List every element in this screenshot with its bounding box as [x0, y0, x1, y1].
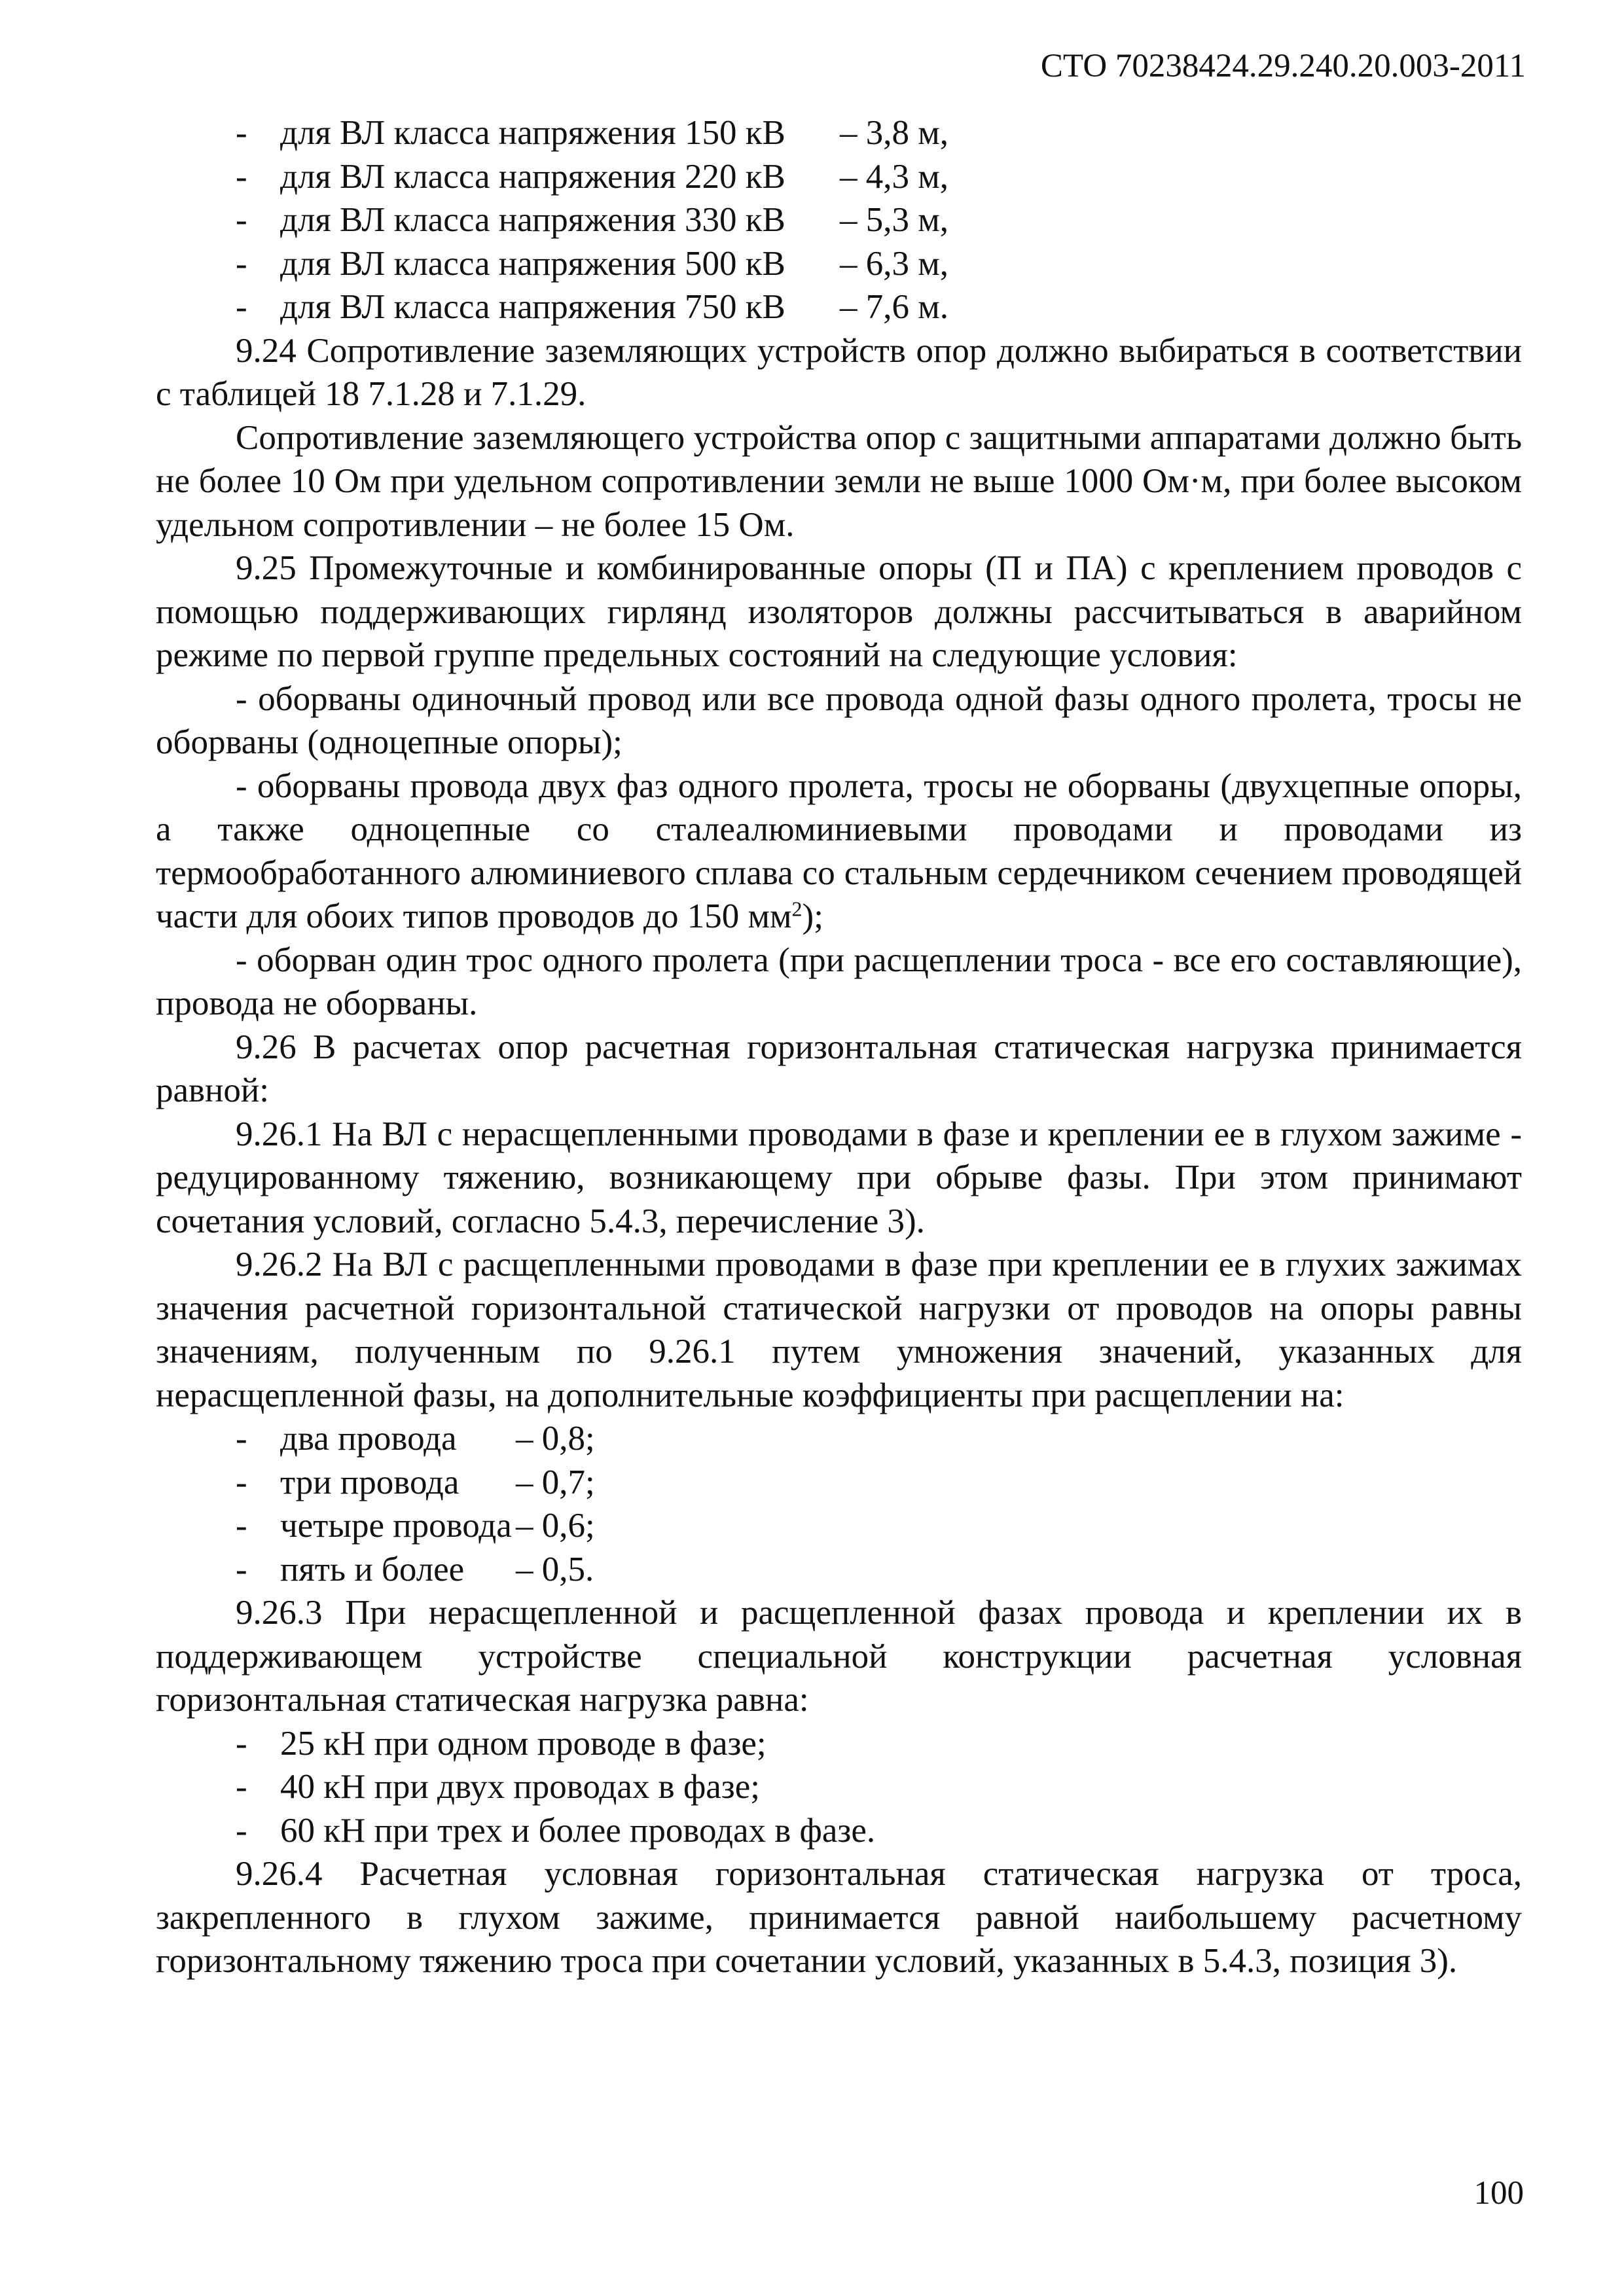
- superscript: 2: [791, 897, 803, 921]
- split-value: – 0,5.: [516, 1550, 594, 1588]
- voltage-value: – 3,8 м,: [840, 114, 949, 152]
- split-label: пять и более: [280, 1550, 465, 1588]
- document-code-header: СТО 70238424.29.240.20.003-2011: [1040, 48, 1526, 84]
- paragraph-9-26-1: 9.26.1 На ВЛ с нерасщепленными проводами в фазе и креплении ее в глухом зажиме - редуцированному тяжению, возникающему при обрыве фазы. При этом принимают сочетания условий, согласно 5.4.3, перечисление 3).: [156, 1115, 1522, 1240]
- voltage-value: – 4,3 м,: [840, 157, 949, 196]
- list-dash: -: [236, 201, 247, 239]
- list-dash: -: [236, 288, 247, 326]
- list-dash: -: [236, 1811, 247, 1850]
- list-dash: -: [236, 1507, 247, 1545]
- condition-item: - оборван один трос одного пролета (при расщеплении троса - все его составляющие), провода не оборваны.: [156, 941, 1522, 1022]
- load-text: 25 кН при одном проводе в фазе;: [280, 1724, 767, 1763]
- voltage-label: для ВЛ класса напряжения 500 кВ: [280, 244, 785, 283]
- voltage-label: для ВЛ класса напряжения 750 кВ: [280, 288, 785, 326]
- condition-item: - оборваны одиночный провод или все провода одной фазы одного пролета, тросы не оборваны (одноцепные опоры);: [156, 679, 1522, 761]
- split-list-item: [156, 1461, 1522, 1505]
- voltage-list-item: [156, 155, 1522, 199]
- voltage-list-item: [156, 285, 1522, 329]
- load-list-item: [156, 1722, 1522, 1766]
- voltage-list-item: [156, 242, 1522, 286]
- split-label: два провода: [280, 1420, 457, 1458]
- split-value: – 0,8;: [516, 1420, 595, 1458]
- voltage-value: – 7,6 м.: [840, 288, 949, 326]
- list-dash: -: [236, 244, 247, 283]
- list-dash: -: [236, 1420, 247, 1458]
- paragraph-9-26-4: 9.26.4 Расчетная условная горизонтальная статическая нагрузка от троса, закрепленного в глухом зажиме, принимается равной наибольшему расчетному горизонтальному тяжению троса при сочетании условий, указанных в 5.4.3, позиция 3).: [156, 1855, 1522, 1980]
- page-number: 100: [1473, 2175, 1524, 2212]
- condition-text-end: );: [802, 897, 823, 935]
- load-list-item: [156, 1809, 1522, 1853]
- list-dash: -: [236, 1550, 247, 1588]
- paragraph-9-24: 9.24 Сопротивление заземляющих устройств опор должно выбираться в соответствии с таблицей 18 7.1.28 и 7.1.29.: [156, 331, 1522, 413]
- split-list-item: [156, 1504, 1522, 1548]
- condition-text: - оборваны провода двух фаз одного пролета, тросы не оборваны (двухцепные опоры, а также одноцепные со сталеалюминиевыми проводами и проводами из термообработанного алюминиевого сплава со стальным сердечником сечением проводящей части для обоих типов проводов до 150 мм: [156, 766, 1522, 935]
- load-list-item: [156, 1765, 1522, 1809]
- split-label: три провода: [280, 1463, 460, 1501]
- split-label: четыре провода: [280, 1507, 512, 1545]
- split-list-item: [156, 1417, 1522, 1461]
- split-value: – 0,6;: [516, 1507, 595, 1545]
- voltage-label: для ВЛ класса напряжения 330 кВ: [280, 201, 785, 239]
- list-dash: -: [236, 1463, 247, 1501]
- paragraph-9-25: 9.25 Промежуточные и комбинированные опоры (П и ПА) с креплением проводов с помощью поддерживающих гирлянд изоляторов должны рассчитываться в аварийном режиме по первой группе предельных состояний на следующие условия:: [156, 549, 1522, 674]
- paragraph-9-24-resistance: Сопротивление заземляющего устройства опор с защитными аппаратами должно быть не более 10 Ом при удельном сопротивлении земли не выше 1000 Ом·м, при более высоком удельном сопротивлении – не более 15 Ом.: [156, 418, 1522, 544]
- voltage-label: для ВЛ класса напряжения 150 кВ: [280, 114, 785, 152]
- load-text: 60 кН при трех и более проводах в фазе.: [280, 1811, 876, 1850]
- condition-item: [156, 764, 1522, 939]
- list-dash: -: [236, 1768, 247, 1806]
- voltage-list-item: [156, 111, 1522, 155]
- split-value: – 0,7;: [516, 1463, 595, 1501]
- list-dash: -: [236, 157, 247, 196]
- document-body: [156, 111, 1522, 1983]
- load-text: 40 кН при двух проводах в фазе;: [280, 1768, 760, 1806]
- paragraph-9-26-3: 9.26.3 При нерасщепленной и расщепленной фазах провода и креплении их в поддерживающем устройстве специальной конструкции расчетная условная горизонтальная статическая нагрузка равна:: [156, 1594, 1522, 1719]
- paragraph-9-26: 9.26 В расчетах опор расчетная горизонтальная статическая нагрузка принимается равной:: [156, 1028, 1522, 1109]
- list-dash: -: [236, 1724, 247, 1763]
- paragraph-9-26-2: 9.26.2 На ВЛ с расщепленными проводами в фазе при креплении ее в глухих зажимах значения расчетной горизонтальной статической нагрузки от проводов на опоры равны значениям, полученным по 9.26.1 путем умножения значений, указанных для нерасщепленной фазы, на дополнительные коэффициенты при расщеплении на:: [156, 1246, 1522, 1414]
- split-list-item: [156, 1548, 1522, 1592]
- list-dash: -: [236, 114, 247, 152]
- voltage-value: – 6,3 м,: [840, 244, 949, 283]
- voltage-list-item: [156, 198, 1522, 242]
- voltage-label: для ВЛ класса напряжения 220 кВ: [280, 157, 785, 196]
- voltage-value: – 5,3 м,: [840, 201, 949, 239]
